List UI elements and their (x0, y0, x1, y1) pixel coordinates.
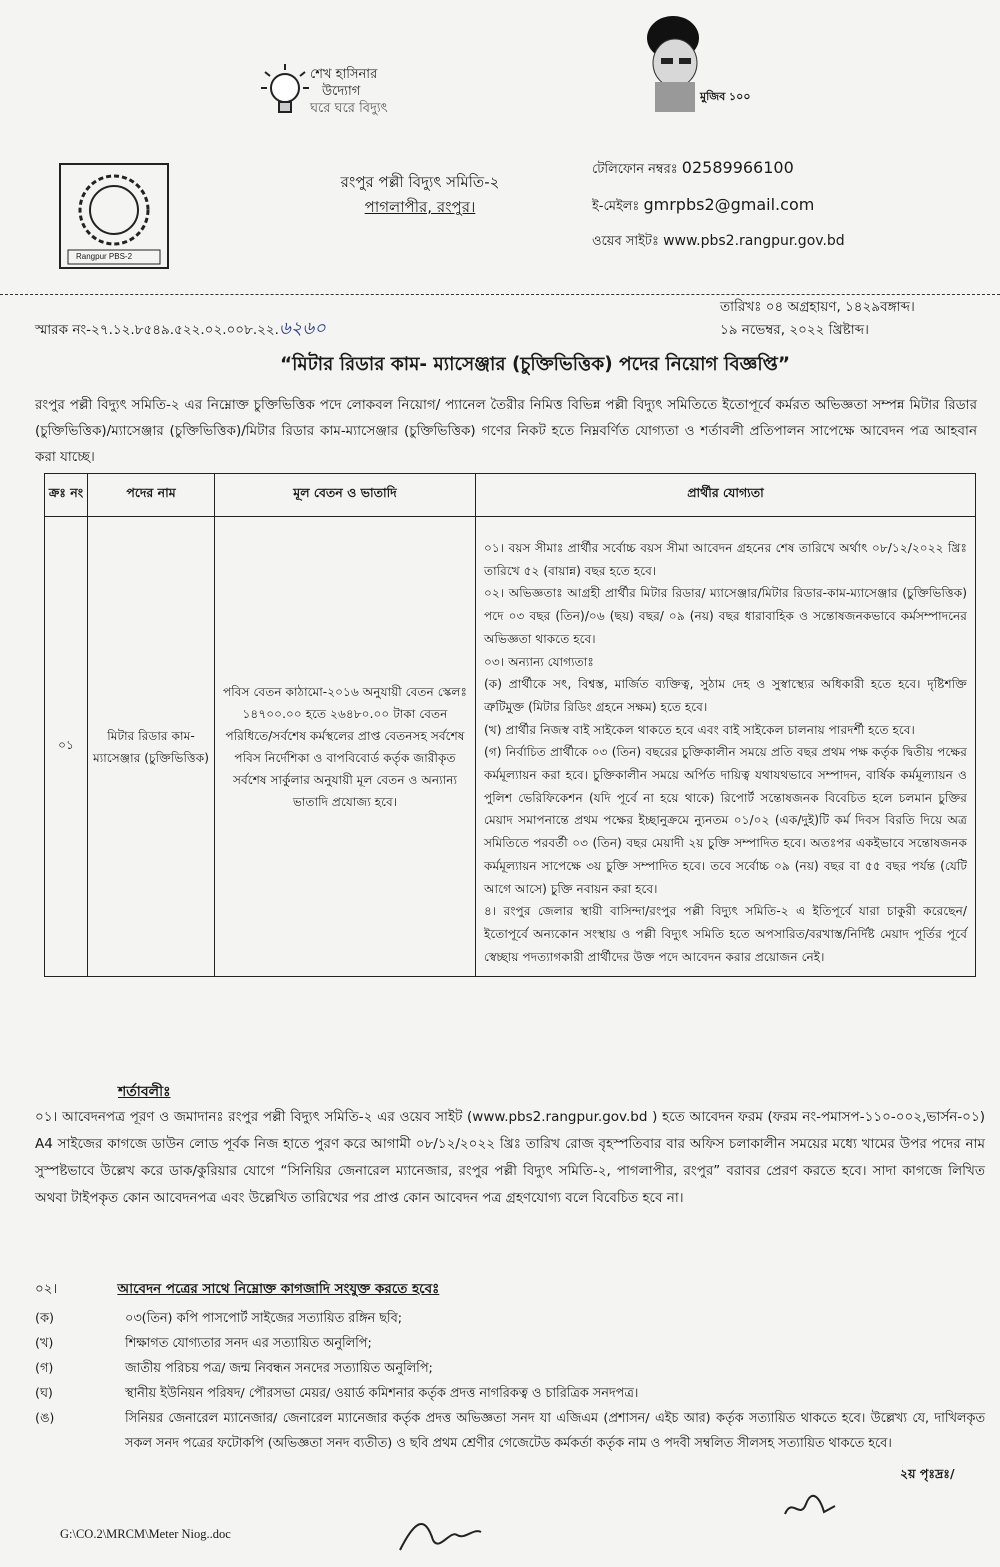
list-item-key: (ঘ) (35, 1386, 53, 1401)
list-item-text: শিক্ষাগত যোগ্যতার সনদ এর সত্যায়িত অনুলিপি; (125, 1336, 372, 1351)
bulb-logo-text (310, 66, 388, 117)
cell-qualifications (476, 517, 976, 977)
bulb-logo-line1: শেখ হাসিনার (310, 67, 378, 82)
organization-address: পাগলাপীর, রংপুর। (364, 198, 476, 216)
header-post: পদের নাম (88, 474, 215, 517)
mujib-logo-text: মুজিব ১০০ (700, 90, 751, 103)
documents-number: ০২। (35, 1281, 58, 1297)
bulb-logo-line2: উদ্যোগ (322, 84, 361, 99)
header-serial: ক্রঃ নং (45, 474, 88, 517)
list-item-key: (ক) (35, 1311, 54, 1326)
memo-reference (35, 314, 326, 345)
bulb-logo-line3: ঘরে ঘরে বিদ্যুৎ (310, 101, 388, 116)
recruitment-table (44, 473, 976, 977)
date-label: তারিখঃ (720, 299, 762, 315)
date-bangla-line (720, 296, 915, 319)
documents-heading-text: আবেদন পত্রের সাথে নিম্নোক্ত কাগজাদি সংযুক্ত করতে হবেঃ (117, 1281, 440, 1297)
header-qualification: প্রার্থীর যোগ্যতা (476, 474, 976, 517)
terms-heading: শর্তাবলীঃ (118, 1084, 171, 1100)
list-item-text: স্থানীয় ইউনিয়ন পরিষদ/ পৌরসভা মেয়র/ ওয়ার্ড কমিশনার কর্তৃক প্রদত্ত নাগরিকত্ব ও চারিত্রিক সনদপত্র। (125, 1386, 639, 1401)
contact-block (592, 150, 992, 259)
list-item-text: ০৩(তিন) কপি পাসপোর্ট সাইজের সত্যায়িত রঙ্গিন ছবি; (125, 1311, 403, 1326)
web-line (592, 224, 992, 259)
organization-block (285, 170, 555, 220)
list-item-text: সিনিয়র জেনারেল ম্যানেজার/ জেনারেল ম্যানেজার কর্তৃক প্রদত্ত অভিজ্ঞতা সনদ যা এজিএম (প্রশাসন/ এইচ আর) কর্তৃক সত্যায়িত থাকতে হবে। উল্লেখ্য যে, দাখিলকৃত সকল সনদ পত্রের ফটোকপি (অভিজ্ঞতা সনদ ব্যতীত) ও ছবি প্রথম শ্রেণীর গেজেটেড কর্মকর্তা কর্তৃক নাম ও পদবী সম্বলিত সীলসহ সত্যায়িত থাকতে হবে। (125, 1411, 985, 1451)
date-block (720, 296, 915, 342)
date-english: ১৯ নভেম্বর, ২০২২ খ্রিষ্টাব্দ। (720, 322, 869, 338)
header-divider (0, 294, 1000, 295)
terms-item-1: ০১। আবেদনপত্র পূরণ ও জমাদানঃ রংপুর পল্লী বিদ্যুৎ সমিতি-২ এর ওয়েব সাইট (www.pbs2.rangpur.gov.bd ) হতে আবেদন ফরম (ফরম নং-পমাসপ-১১০-০০২,ভার্সন-০১) A4 সাইজের কাগজে ডাউন লোড পূর্বক নিজ হাতে পুরণ করে আগামী ০৮/১২/২০২২ খ্রিঃ তারিখ রোজ বৃহস্পতিবার বার অফিস চলাকালীন সময়ের মধ্যে খামের উপর পদের নাম সুস্পষ্টভাবে উল্লেখ করে ডাক/কুরিয়ার যোগে “সিনিয়ির জেনারেল ম্যানেজার, রংপুর পল্লী বিদ্যুৎ সমিতি-২, পাগলাপীর, রংপুর” বরাবর প্রেরণ করতে হবে। সাদা কাগজে লিখিত অথবা টাইপকৃত কোন আবেদনপত্র এবং উল্লেখিত তারিখের পর প্রাপ্ত কোন আবেদন পত্র গ্রহণযোগ্য বলে বিবেচিত হবে না। (35, 1109, 985, 1206)
qualification-item: ০১। বয়স সীমাঃ প্রার্থীর সর্বোচ্চ বয়স সীমা আবেদন গ্রহনের শেষ তারিখে অর্থাৎ ০৮/১২/২০২২ খ্রিঃ তারিখে ৫২ (বায়ান্ন) বছর হতে হবে। (484, 541, 967, 578)
cell-post: মিটার রিডার কাম-ম্যাসেঞ্জার (চুক্তিভিত্তিক) (88, 517, 215, 977)
email-line (592, 187, 992, 224)
header-salary: মূল বেতন ও ভাতাদি (215, 474, 476, 517)
web-label: ওয়েব সাইটঃ (592, 234, 659, 249)
web-address: www.pbs2.rangpur.gov.bd (663, 233, 845, 249)
documents-heading (35, 1278, 985, 1301)
list-item-key: (খ) (35, 1336, 54, 1351)
list-item (35, 1381, 985, 1406)
phone-line (592, 150, 992, 187)
file-path: G:\CO.2\MRCM\Meter Niog..doc (60, 1527, 231, 1541)
email-address: gmrpbs2@gmail.com (643, 195, 815, 214)
memo-ref-handwritten: ৬২৬০ (278, 318, 326, 339)
organization-name: রংপুর পল্লী বিদ্যুৎ সমিতি-২ (340, 173, 500, 191)
documents-list (35, 1306, 985, 1456)
qualification-item: ০২। অভিজ্ঞতাঃ আগ্রহী প্রার্থীর মিটার রিডার/ ম্যাসেঞ্জার/মিটার রিডার-কাম-ম্যাসেঞ্জার (চুক্তিভিত্তিক) পদে ০৩ বছর (তিন)/০৬ (ছয়) বছর/ ০৯ (নয়) বছর ধারাবাহিক ও সন্তোষজনকভাবে কর্মসম্পাদনের অভিজ্ঞতা থাকতে হবে। (484, 586, 967, 646)
signature (395, 1510, 485, 1555)
qualification-item: ০৩। অন্যান্য যোগ্যতাঃ (484, 654, 594, 669)
list-item-key: (গ) (35, 1361, 54, 1376)
cell-salary: পবিস বেতন কাঠামো-২০১৬ অনুযায়ী বেতন স্কেলঃ ১৪৭০০.০০ হতে ২৬৪৮০.০০ টাকা বেতন পরিধিতে/সর্বশেষ কর্মস্থলের প্রাপ্ত বেতনসহ সর্বশেষ পবিস নির্দেশিকা ও বাপবিবোর্ড কর্তৃক জারীকৃত সর্বশেষ সার্কুলার অনুযায়ী মূল বেতন ও অন্যান্য ভাতাদি প্রযোজ্য হবে। (215, 517, 476, 977)
qualification-item: (গ) নির্বাচিত প্রার্থীকে ০৩ (তিন) বছরের চুক্তিকালীন সময়ে প্রতি বছর প্রথম পক্ষ কর্তৃক দ্বিতীয় পক্ষের কর্মমূল্যায়ন করা হবে। চুক্তিকালীন সময়ে অর্পিত দায়িত্ব যথাযথভাবে সম্পাদন, বার্ষিক কর্মমূল্যায়ন ও পুলিশ ভেরিফিকেশন (যদি পূর্বে না হয়ে থাকে) রিপোর্ট সন্তোষজনক বিবেচিত হলে চলমান চুক্তির মেয়াদ সমাপনান্তে প্রথম পক্ষের ইচ্ছানুক্রমে ন্যুনতম ০১/০২ (এক/দুই)টি কর্ম দিবস বিরতি দিয়ে অত্র সমিতিতে পরবর্তী ০৩ (তিন) বছর মেয়াদী ২য় চুক্তি সম্পাদিত হবে। অতঃপর একইভাবে সন্তোষজনক কর্মমূল্যায়ন সাপেক্ষে ৩য় চুক্তি সম্পাদিত হবে। তবে সর্বোচ্চ ০৯ (নয়) বছর বা ৫৫ বছর পর্যন্ত (যেটি আগে আসে) চুক্তি নবায়ন করা হবে। (484, 745, 967, 896)
qualification-item: ৪। রংপুর জেলার স্থায়ী বাসিন্দা/রংপুর পল্লী বিদ্যুৎ সমিতি-২ এ ইতিপূর্বে যারা চাকুরী করেছেন/ ইতোপূর্বে অন্যকোন সংস্থায় ও পল্লী বিদ্যুৎ সমিতি হতে অপসারিত/বরখাস্ত/নির্দিষ্ট মেয়াদ পূর্তির পূর্বে স্বেচ্ছায় পদত্যাগকারী প্রার্থীদের উক্ত পদে আবেদন করার প্রয়োজন নেই। (484, 904, 967, 964)
email-label: ই-মেইলঃ (592, 199, 640, 214)
phone-number: 02589966100 (681, 158, 794, 177)
phone-label: টেলিফোন নম্বরঃ (592, 162, 678, 177)
list-item (35, 1406, 985, 1456)
initials-signature (780, 1492, 840, 1522)
cell-serial: ০১ (45, 517, 88, 977)
list-item (35, 1306, 985, 1331)
table-header-row (45, 474, 976, 517)
list-item (35, 1356, 985, 1381)
date-bangla: ০৪ অগ্রহায়ণ, ১৪২৯বঙ্গাব্দ। (765, 299, 915, 315)
table-row (45, 517, 976, 977)
notice-title: “মিটার রিডার কাম- ম্যাসেঞ্জার (চুক্তিভিত্তিক) পদের নিয়োগ বিজ্ঞপ্তি” (279, 354, 790, 375)
intro-paragraph: রংপুর পল্লী বিদ্যুৎ সমিতি-২ এর নিম্নোক্ত চুক্তিভিত্তিক পদে লোকবল নিয়োগ/ প্যানেল তৈরীর নিমিত্ত বিভিন্ন পল্লী বিদ্যুৎ সমিতিতে ইতোপূর্বে কর্মরত অভিজ্ঞতা সম্পন্ন মিটার রিডার (চুক্তিভিত্তিক)/ম্যাসেঞ্জার (চুক্তিভিত্তিক)/মিটার রিডার কাম-ম্যাসেঞ্জার (চুক্তিভিত্তিক) গণের নিকট হতে নিম্নবর্ণিত যোগ্যতা ও শর্তাবলী প্রতিপালন সাপেক্ষে আবেদন পত্র আহবান করা যাচ্ছে। (35, 397, 978, 465)
qualification-item: (খ) প্রার্থীর নিজস্ব বাই সাইকেল থাকতে হবে এবং বাই সাইকেল চালনায় পারদর্শী হতে হবে। (484, 722, 915, 737)
qualification-item: (ক) প্রার্থীকে সৎ, বিশ্বস্ত, মার্জিত ব্যক্তিত্ব, সুঠাম দেহ ও সুস্বাস্থ্যের অধিকারী হতে হবে। দৃষ্টিশক্তি ত্রুটিমুক্ত (মিটার রিডিং গ্রহনে সক্ষম) হতে হবে। (484, 677, 967, 714)
list-item (35, 1331, 985, 1356)
list-item-text: জাতীয় পরিচয় পত্র/ জন্ম নিবন্ধন সনদের সত্যায়িত অনুলিপি; (125, 1361, 433, 1376)
list-item-key: (ঙ) (35, 1411, 55, 1426)
memo-ref-number: স্মারক নং-২৭.১২.৮৫৪৯.৫২২.০২.০০৮.২২. (35, 322, 279, 338)
pbs-logo-text: Rangpur PBS-2 (76, 252, 133, 261)
next-page-note: ২য় পৃঃদ্রঃ/ (900, 1466, 955, 1481)
